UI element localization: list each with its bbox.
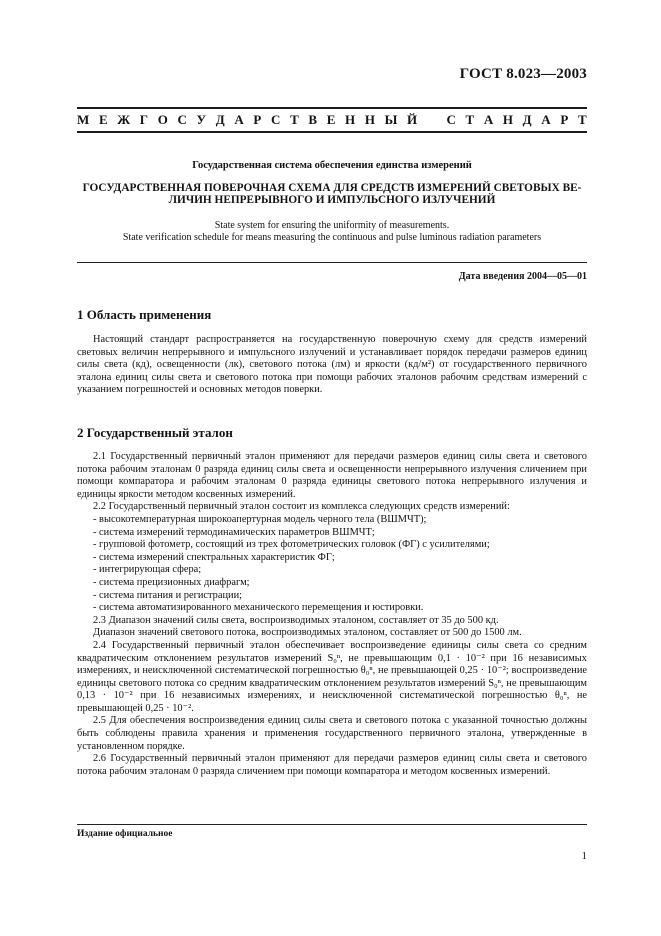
banner-letter: В	[308, 112, 318, 127]
english-title-line: State system for ensuring the uniformity of measurements.	[214, 220, 450, 231]
banner-letter: Е	[98, 112, 108, 127]
banner-letter: С	[271, 112, 281, 127]
list-item: - система прецизионных диафрагм;	[93, 576, 250, 588]
banner-letter: Ж	[117, 112, 131, 127]
english-title-line: State verification schedule for means measuring the continuous and pulse luminous radiation parameters	[122, 232, 542, 243]
banner-letter: Т	[290, 112, 299, 127]
list-item: - групповой фотометр, состоящий из трех фотометрических головок (ФГ) с усилителями;	[93, 539, 490, 551]
banner-letter: О	[157, 112, 168, 127]
paragraph: 2.2 Государственный первичный эталон состоит из комплекса следующих средств измерений:	[93, 501, 510, 513]
banner-letter: У	[196, 112, 207, 127]
banner-letter: А	[483, 112, 494, 127]
paragraph: 2.5 Для обеспечения воспроизведения единиц силы света и светового потока с указанной точностью должны быть соблюдены правила хранения и применения государственного первичного эталона, утвержденные в установленном порядке.	[77, 715, 587, 752]
paragraph: 2.4 Государственный первичный эталон обеспечивает воспроизведение единицы силы света со средним квадратическим отклонением результатов измерений S₀ⁿ, не превышающим 0,1 · 10⁻² при 16 независимых измерениях, и неисключенной систематической погрешностью θ₀ⁿ, не превышающей 0,25 · 10⁻²; воспроизведение единицы светового потока со средним квадратическим отклонением результатов измерений S₀ⁿ, не превышающим 0,13 · 10⁻² при 16 независимых измерениях, и неисключенной систематической погрешностью θ₀ⁿ, не превышающей 0,25 · 10⁻².	[77, 639, 587, 714]
banner-letter: А	[234, 112, 244, 127]
title-line: ГОСУДАРСТВЕННАЯ ПОВЕРОЧНАЯ СХЕМА ДЛЯ СРЕДСТВ ИЗМЕРЕНИЙ СВЕТОВЫХ ВЕ-	[82, 182, 582, 194]
paragraph: 2.3 Диапазон значений силы света, воспроизводимых эталоном, составляет от 35 до 500 кд.	[93, 614, 499, 626]
section-1-body	[77, 334, 587, 397]
banner-letter: Р	[560, 112, 569, 127]
paragraph: Диапазон значений светового потока, воспроизводимых эталоном, составляет от 500 до 1500 лм.	[93, 627, 522, 639]
banner-letter: Д	[522, 112, 532, 127]
standard-banner	[77, 112, 587, 128]
banner-letter: Ы	[384, 112, 398, 127]
section-1-heading: 1 Область применения	[77, 307, 212, 322]
banner-letter: Т	[577, 112, 587, 127]
banner-letter: Т	[465, 112, 475, 127]
official-edition-note: Издание официальное	[77, 829, 173, 839]
english-title	[77, 220, 587, 244]
section-2-body	[77, 451, 587, 778]
banner-letter: С	[446, 112, 456, 127]
page-number: 1	[581, 850, 587, 862]
document-id: ГОСТ 8.023—2003	[459, 66, 587, 82]
list-item: - интегрирующая сфера;	[93, 564, 202, 576]
banner-letter: Г	[139, 112, 149, 127]
banner-letter: Е	[326, 112, 336, 127]
list-item: - система измерений спектральных характеристик ФГ;	[93, 551, 335, 563]
introduction-date: Дата введения 2004—05—01	[458, 271, 587, 282]
banner-letter: М	[77, 112, 90, 127]
banner-letter: Н	[502, 112, 514, 127]
section-2-heading: 2 Государственный эталон	[77, 425, 233, 440]
footer-rule	[77, 824, 587, 825]
banner-letter: Й	[407, 112, 418, 127]
top-rule	[77, 107, 587, 109]
paragraph: Настоящий стандарт распространяется на государственную поверочную схему для средств измерений световых величин непрерывного и импульсного излучений и устанавливает порядок передачи размеров единиц силы света (кд), освещенности (лк), светового потока (лм) и яркости (кд/м²) от государственного первичного эталона единиц силы света и светового потока при помощи рабочих эталонов рабочим средствам измерений с указанием погрешностей и основных методов поверки.	[77, 334, 587, 396]
banner-letter: Н	[345, 112, 356, 127]
banner-gap	[427, 112, 437, 128]
title-bottom-rule	[77, 262, 587, 263]
banner-letter: Р	[253, 112, 262, 127]
list-item: - система питания и регистрации;	[93, 589, 243, 601]
list-item: - система измерений термодинамических параметров ВШМЧТ;	[93, 526, 375, 538]
banner-letter: С	[177, 112, 187, 127]
system-title: Государственная система обеспечения единства измерений	[192, 160, 472, 171]
title-line: ЛИЧИН НЕПРЕРЫВНОГО И ИМПУЛЬСНОГО ИЗЛУЧЕНИЙ	[168, 194, 496, 206]
banner-bottom-rule	[77, 131, 587, 133]
document-title	[77, 182, 587, 206]
banner-letter: Д	[215, 112, 225, 127]
banner-letter: А	[541, 112, 551, 127]
paragraph: 2.6 Государственный первичный эталон применяют для передачи размеров единиц силы света и светового потока рабочим эталонам 0 разряда сличением при помощи компаратора и методом косвенных измерений.	[77, 753, 587, 777]
list-item: - система автоматизированного механического перемещения и юстировки.	[93, 602, 424, 614]
paragraph: 2.1 Государственный первичный эталон применяют для передачи размеров единиц силы света и светового потока рабочим эталонам 0 разряда единиц силы света и освещенности непрерывного излучения сличением при помощи компаратора и рабочим эталонам 0 разряда единицы светового потока непрерывного излучения и единицы яркости методом косвенных измерений.	[77, 451, 587, 500]
banner-letter: Н	[364, 112, 375, 127]
list-item: - высокотемпературная широкоапертурная модель черного тела (ВШМЧТ);	[93, 513, 427, 525]
